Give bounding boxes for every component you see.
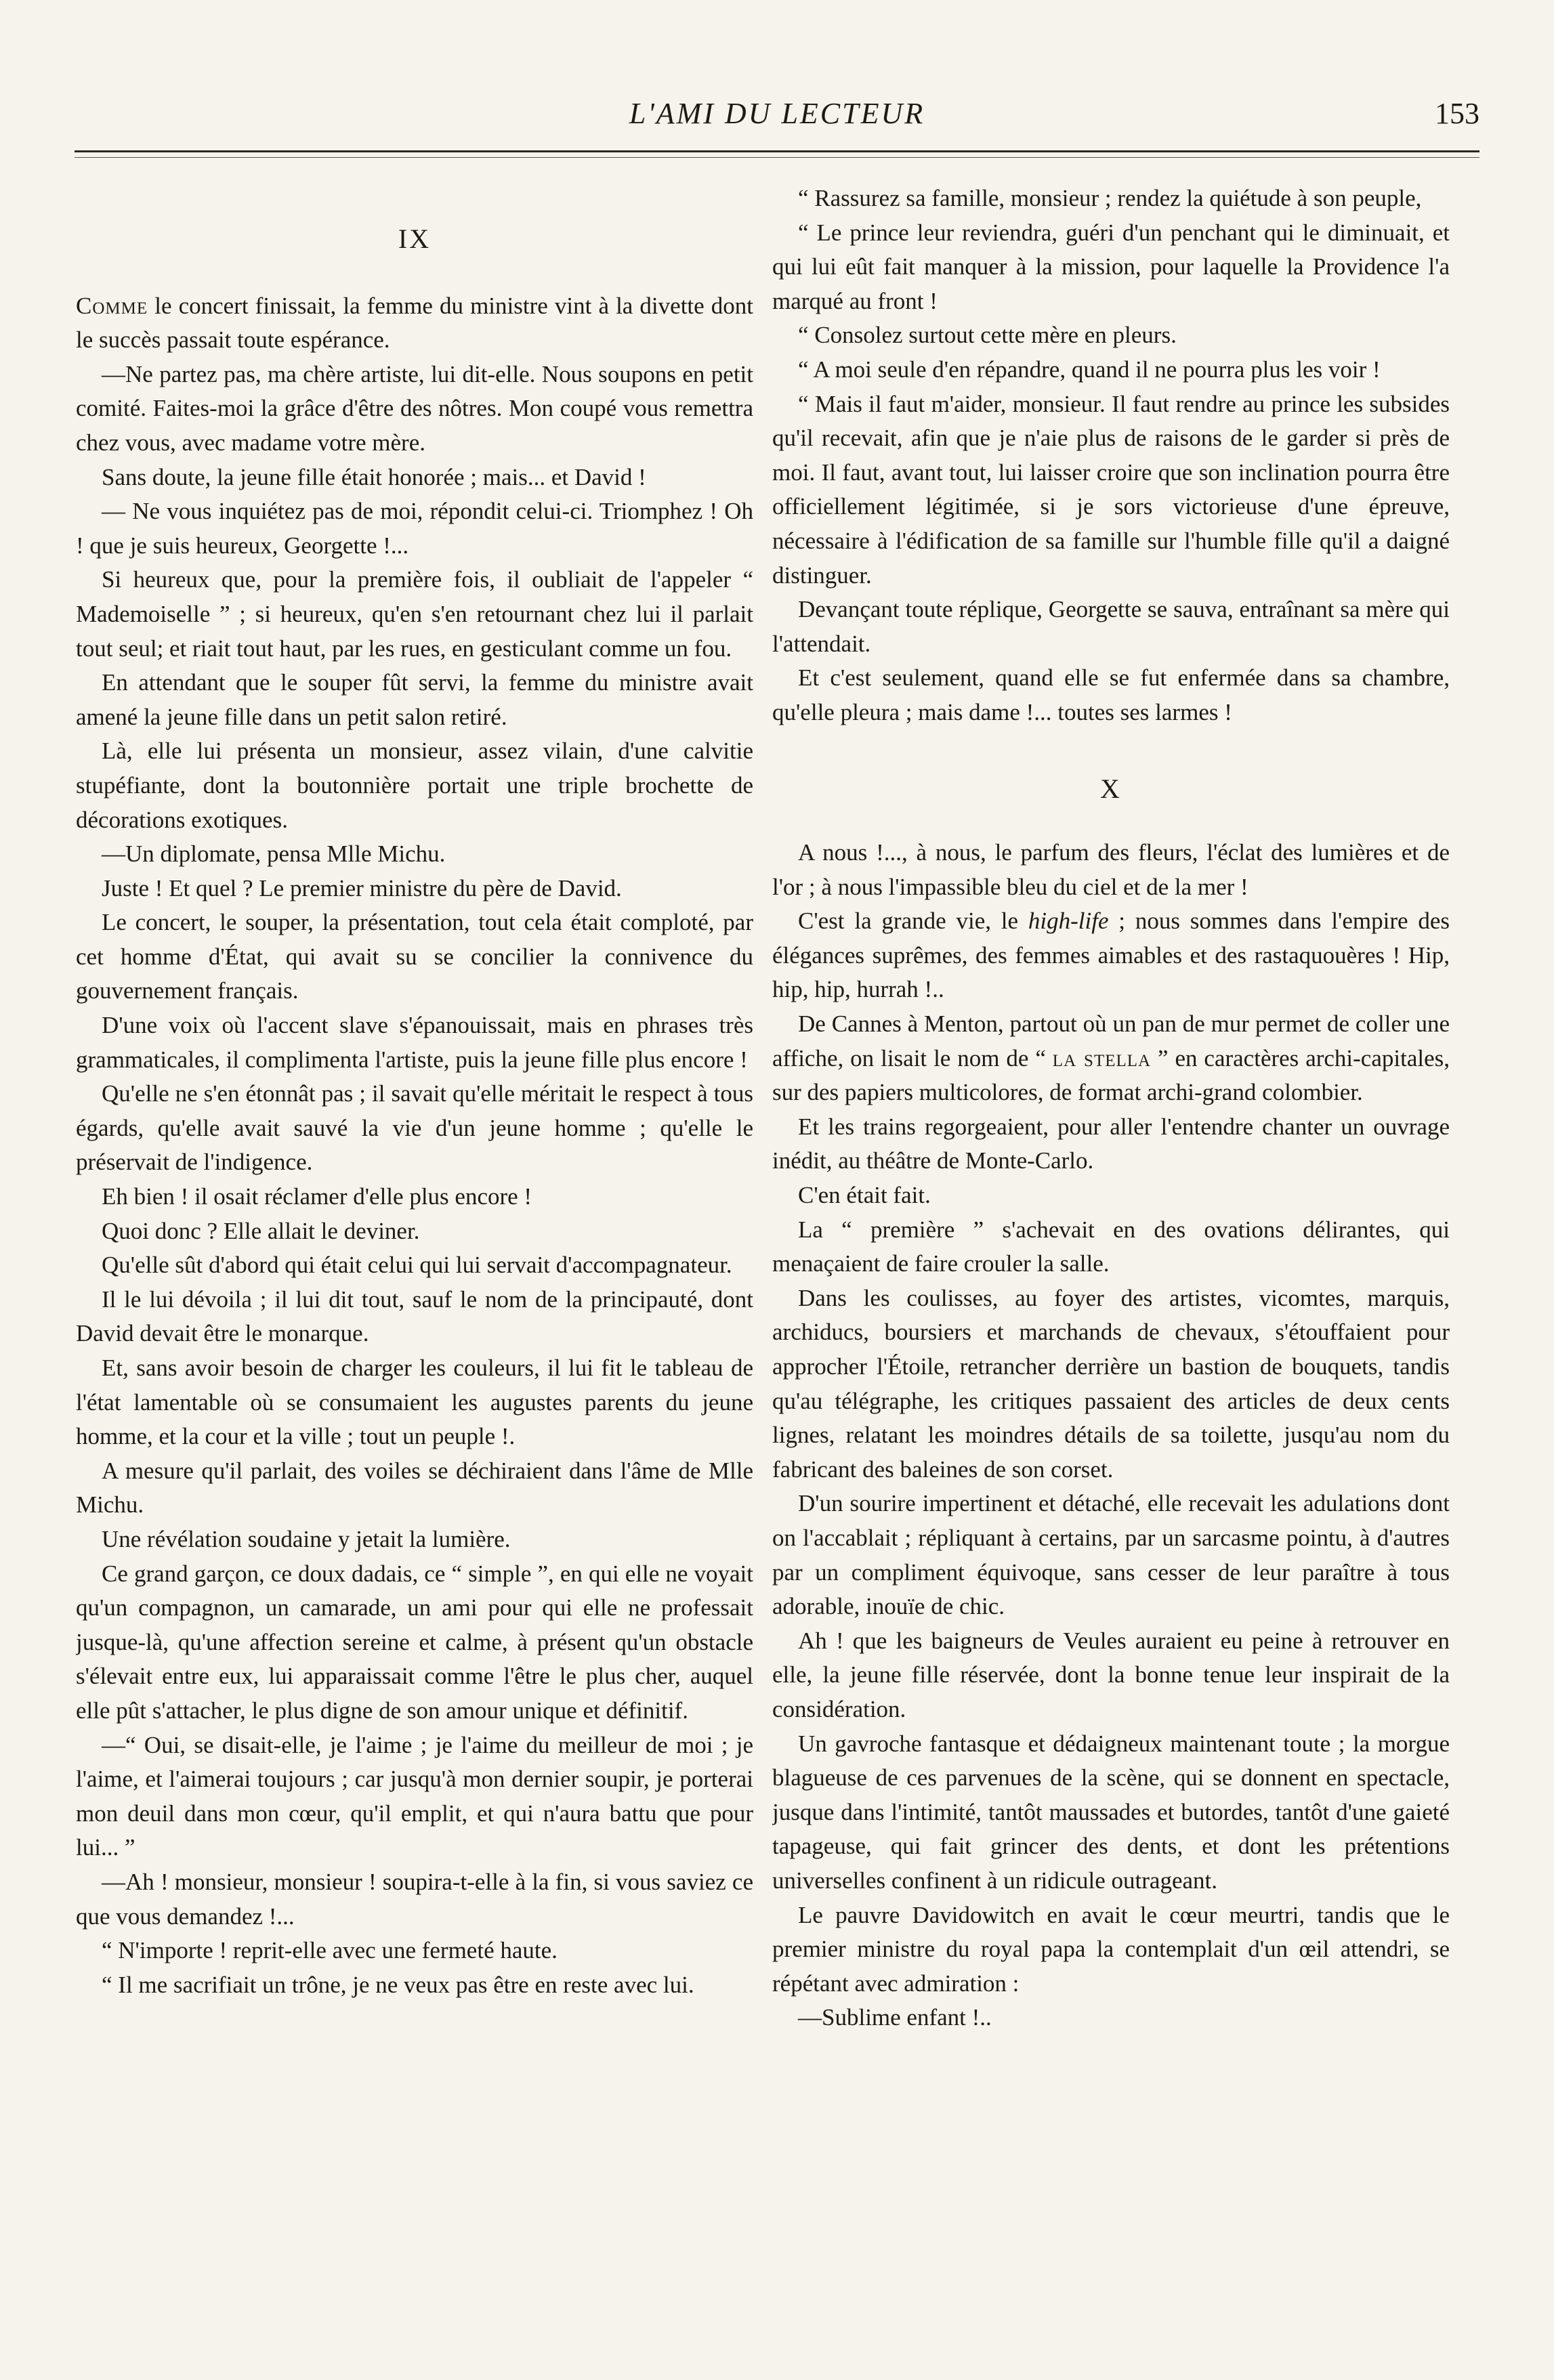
paragraph: “ Le prince leur reviendra, guéri d'un penchant qui le diminuait, et qui lui eût fait manquer à la mission, pour laquelle la Providence l'a marqué au front ! [772,219,1450,314]
paragraph: A mesure qu'il parlait, des voiles se déchiraient dans l'âme de Mlle Michu. [76,1457,753,1518]
chapter-heading-x: X [1100,773,1122,804]
paragraph: —Sublime enfant !.. [798,2004,992,2031]
paragraph-text: C'est la grande vie, le [798,908,1028,935]
paragraph: Qu'elle sût d'abord qui était celui qui lui servait d'accompagnateur. [102,1252,732,1279]
paragraph: Dans les coulisses, au foyer des artistes, vicomtes, marquis, archiducs, boursiers et marchands de chevaux, s'étouffaient pour approcher l'Étoile, retrancher derrière un bastion de bouquets, tandis qu'au télégraphe, les critiques passaient des articles de deux cents lignes, relatant les moindres détails de sa toilette, jusqu'au nom du fabricant des baleines de son corset. [772,1284,1450,1483]
paragraph: Il le lui dévoila ; il lui dit tout, sauf le nom de la principauté, dont David devait être le monarque. [76,1285,753,1347]
paragraph-text: le concert finissait, la femme du ministre vint à la divette dont le succès passait toute espérance. [76,292,753,354]
paragraph: C'en était fait. [798,1182,931,1209]
header-rule-thick [75,150,1479,152]
paragraph: “ A moi seule d'en répandre, quand il ne pourra plus les voir ! [798,356,1381,383]
paragraph: Ce grand garçon, ce doux dadais, ce “ simple ”, en qui elle ne voyait qu'un compagnon, un camarade, un ami pour qui elle ne professait jusque-là, qu'une affection sereine et calme, à présent qu'un obstacle s'élevait entre eux, lui apparaissait comme l'être le plus cher, auquel elle pût s'attacher, le plus digne de son amour unique et définitif. [76,1560,753,1724]
right-column [772,182,1450,2335]
paragraph-text: ” en caractères archi-capitales, sur des papiers multicolores, de format archi-grand colombier. [772,1044,1450,1106]
paragraph: Là, elle lui présenta un monsieur, assez vilain, d'une calvitie stupéfiante, dont la boutonnière portait une triple brochette de décorations exotiques. [76,738,753,833]
paragraph: Devançant toute réplique, Georgette se sauva, entraînant sa mère qui l'attendait. [772,596,1450,657]
paragraph [772,1007,1450,1110]
left-column [76,182,753,2335]
header-rule-thin [75,157,1479,158]
paragraph: D'un sourire impertinent et détaché, elle recevait les adulations dont on l'accablait ; répliquant à certains, par un sarcasme pointu, à d'autres par un compliment équivoque, sans cesser de leur paraître à tous adorable, inouïe de chic. [772,1490,1450,1620]
paragraph: “ N'importe ! reprit-elle avec une fermeté hautе. [102,1937,558,1964]
paragraph: — Ne vous inquiétez pas de moi, répondit celui-ci. Triomphez ! Oh ! que je suis heureux, Georgette !... [76,498,753,559]
chapter-heading-ix: IX [398,224,432,254]
paragraph: Le pauvre Davidowitch en avait le cœur meurtri, tandis que le premier ministre du royal papa la contemplait d'un œil attendri, se répétant avec admiration : [772,1901,1450,1997]
small-caps-name: la stella [1052,1044,1152,1071]
paragraph-text: ; nous sommes dans l'empire des élégances suprêmes, des femmes aimables et des rastaquouères ! Hip, hip, hip, hurrah !.. [772,908,1450,1003]
paragraph: —“ Oui, se disait-elle, je l'aime ; je l'aime du meilleur de moi ; je l'aime, et l'aimerai toujours ; car jusqu'à mon dernier soupir, je porterai mon deuil dans mon cœur, qu'il emplit, et qui n'aura battu que pour lui... ” [76,1731,753,1861]
page-number: 153 [1435,97,1479,130]
paragraph: Quoi donc ? Elle allait le deviner. [102,1217,420,1244]
paragraph: Si heureux que, pour la première fois, il oubliait de l'appeler “ Mademoiselle ” ; si heureux, qu'en s'en retournant chez lui il parlait tout seul; et riait tout haut, par les rues, en gesticulant comme un fou. [76,566,753,662]
journal-title: L'AMI DU LECTEUR [629,97,925,130]
paragraph: D'une voix où l'accent slave s'épanouissait, mais en phrases très grammaticales, il complimenta l'artiste, puis la jeune fille plus encore ! [76,1012,753,1073]
paragraph: “ Consolez surtout cette mère en pleurs. [798,322,1177,349]
paragraph: Et c'est seulement, quand elle se fut enfermée dans sa chambre, qu'elle pleura ; mais dame !... toutes ses larmes ! [772,664,1450,725]
italic-term: high-life [1028,908,1109,935]
paragraph: En attendant que le souper fût servi, la femme du ministre avait amené la jeune fille dans un petit salon retiré. [76,669,753,730]
paragraph: Qu'elle ne s'en étonnât pas ; il savait qu'elle méritait le respect à tous égards, qu'elle avait sauvé la vie d'un jeune homme ; qu'elle le préservait de l'indigence. [76,1080,753,1176]
running-head [75,96,1479,137]
paragraph: “ Mais il faut m'aider, monsieur. Il faut rendre au prince les subsides qu'il recevait, afin que je n'aie plus de raisons de le garder si près de moi. Il faut, avant tout, lui laisser croire que son inclination pourra être officiellement légitimée, si je sors victorieuse d'une épreuve, nécessaire à l'édification de sa famille sur l'humble fille qu'il a daigné distinguer. [772,390,1450,589]
paragraph: Le concert, le souper, la présentation, tout cela était comploté, par cet homme d'État, qui avait su se concilier la connivence du gouvernement français. [76,909,753,1004]
paragraph: Un gavroche fantasque et dédaigneux maintenant toute ; la morgue blagueuse de ces parvenues de la scène, qui se donnent en spectacle, jusque dans l'intimité, tantôt maussades et butordes, tantôt d'une gaieté tapageuse, qui fait grincer des dents, et dont les prétentions universelles confinent à un ridicule outrageant. [772,1730,1450,1894]
paragraph: Sans doute, la jeune fille était honorée ; mais... et David ! [102,463,646,490]
paragraph: —Ne partez pas, ma chère artiste, lui dit-elle. Nous soupons en petit comité. Faites-moi la grâce d'être des nôtres. Mon coupé vous remettra chez vous, avec madame votre mère. [76,360,753,456]
paragraph: Eh bien ! il osait réclamer d'elle plus encore ! [102,1183,532,1210]
paragraph-text: De Cannes à Menton, partout où un pan de mur permet de coller une affiche, on lisait le nom de “ [772,1011,1450,1071]
paragraph: Et les trains regorgeaient, pour aller l'entendre chanter un ouvrage inédit, au théâtre de Monte-Carlo. [772,1113,1450,1174]
paragraph: “ Rassurez sa famille, monsieur ; rendez la quiétude à son peuple, [798,185,1422,211]
paragraph: La “ première ” s'achevait en des ovations délirantes, qui menaçaient de faire crouler la salle. [772,1216,1450,1277]
paragraph: Juste ! Et quel ? Le premier ministre du père de David. [102,874,622,901]
paragraph [76,289,753,358]
paragraph: Ah ! que les baigneurs de Veules auraient eu peine à retrouver en elle, la jeune fille réservée, dont la bonne tenue leur inspirait de la considération. [772,1627,1450,1722]
paragraph: Une révélation soudaine y jetait la lumière. [102,1525,511,1552]
paragraph: “ Il me sacrifiait un trône, je ne veux pas être en reste avec lui. [102,1971,694,1998]
paragraph [772,904,1450,1007]
paragraph: A nous !..., à nous, le parfum des fleurs, l'éclat des lumières et de l'or ; à nous l'impassible bleu du ciel et de la mer ! [772,839,1450,900]
paragraph: —Ah ! monsieur, monsieur ! soupira-t-elle à la fin, si vous saviez ce que vous demandez !... [76,1868,753,1930]
paragraph: Et, sans avoir besoin de charger les couleurs, il lui fit le tableau de l'état lamentable où se consumaient les augustes parents du jeune homme, et la cour et la ville ; tout un peuple !. [76,1355,753,1450]
opening-word: Comme [76,292,148,319]
paragraph: —Un diplomate, pensa Mlle Michu. [102,841,446,868]
